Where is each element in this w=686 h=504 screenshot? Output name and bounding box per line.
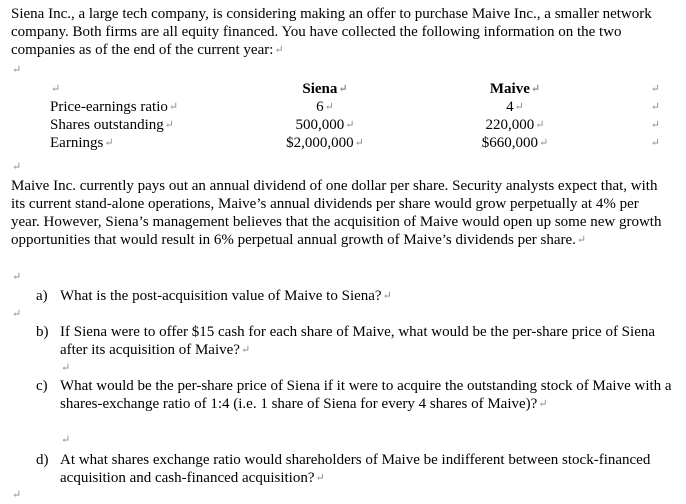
empty-paragraph [11,268,21,286]
question-text: What would be the per-share price of Siena if it were to acquire the outstanding stock of Maive with a shares-exchange ratio of 1:4 (i.e. 1 share of Siena for every 4 shares of Maive)? [60,378,672,412]
paragraph-mark-icon: ↵ [324,101,334,113]
paragraph-mark-icon: ↵ [539,137,549,149]
paragraph-mark-icon: ↵ [538,398,548,410]
table-row [50,134,660,152]
question-label: c) [36,378,48,394]
question-text: If Siena were to offer $15 cash for each share of Maive, what would be the per-share price of Siena after its acquisition of Maive? [60,324,656,358]
question-b [36,323,676,359]
table-header-row [50,80,660,98]
dividend-text: Maive Inc. currently pays out an annual dividend of one dollar per share. Security analysts expect that, with its current stand-alone operations, Maive’s annual dividends per share would grow perpetually at 4% per year. However, Siena’s management believes that the acquisition of Maive would open up some new growth opportunities that would result in 6% perpetual annual growth of Maive’s dividends per share. [11,178,662,248]
paragraph-mark-icon: ↵ [168,101,179,113]
paragraph-mark-icon: ↵ [382,290,392,302]
question-c [36,377,676,413]
question-text: What is the post-acquisition value of Maive to Siena? [60,288,382,304]
paragraph-mark-icon: ↵ [51,83,61,95]
paragraph-mark-icon: ↵ [345,119,355,131]
empty-paragraph [11,305,21,323]
siena-value: $2,000,000↵ [286,135,364,151]
paragraph-mark-icon: ↵ [650,137,660,149]
empty-paragraph [60,359,70,377]
table-header-maive: Maive↵ [489,81,541,97]
table-row [50,116,660,134]
paragraph-mark-icon: ↵ [12,308,22,320]
paragraph-mark-icon: ↵ [514,101,524,113]
empty-paragraph [11,61,21,79]
paragraph-mark-icon: ↵ [240,344,251,356]
intro-paragraph [11,5,671,59]
paragraph-mark-icon: ↵ [650,101,660,113]
table-row [50,98,660,116]
company-data-table [50,80,660,152]
question-d [36,451,676,487]
paragraph-mark-icon: ↵ [61,434,71,446]
paragraph-mark-icon: ↵ [104,137,114,149]
paragraph-mark-icon: ↵ [650,119,660,131]
maive-value: 4↵ [506,99,524,115]
table-header-empty [50,80,230,98]
paragraph-mark-icon: ↵ [12,64,22,76]
question-label: a) [36,288,48,304]
paragraph-mark-icon: ↵ [61,362,71,374]
paragraph-mark-icon: ↵ [650,83,660,95]
siena-value: 500,000↵ [295,117,355,133]
paragraph-mark-icon: ↵ [576,234,587,246]
row-end-mark [610,116,660,134]
question-a [36,287,676,305]
dividend-paragraph [11,177,671,249]
row-label: Earnings↵ [50,135,114,151]
row-end-mark [610,80,660,98]
paragraph-mark-icon: ↵ [535,119,545,131]
paragraph-mark-icon: ↵ [164,119,174,131]
maive-value: 220,000↵ [485,117,545,133]
paragraph-mark-icon: ↵ [274,44,284,56]
paragraph-mark-icon: ↵ [338,83,348,95]
paragraph-mark-icon: ↵ [12,271,22,283]
paragraph-mark-icon: ↵ [354,137,364,149]
empty-paragraph [60,431,70,449]
table-header-siena: Siena↵ [302,81,348,97]
maive-value: $660,000↵ [481,135,549,151]
row-label: Shares outstanding↵ [50,117,174,133]
paragraph-mark-icon: ↵ [12,489,22,501]
paragraph-mark-icon: ↵ [12,161,22,173]
paragraph-mark-icon: ↵ [530,83,541,95]
question-label: d) [36,452,49,468]
question-label: b) [36,324,49,340]
intro-text: Siena Inc., a large tech company, is considering making an offer to purchase Maive Inc., a smaller network company. Both firms are all equity financed. You have collected the following information on the two companies as of the end of the current year: [11,6,652,58]
question-text: At what shares exchange ratio would shareholders of Maive be indifferent between stock-financed acquisition and cash-financed acquisition? [60,452,651,486]
row-label: Price-earnings ratio↵ [50,99,179,115]
row-end-mark [610,98,660,116]
siena-value: 6↵ [316,99,334,115]
empty-paragraph [11,486,21,504]
paragraph-mark-icon: ↵ [315,472,325,484]
empty-paragraph [11,158,21,176]
row-end-mark [610,134,660,152]
